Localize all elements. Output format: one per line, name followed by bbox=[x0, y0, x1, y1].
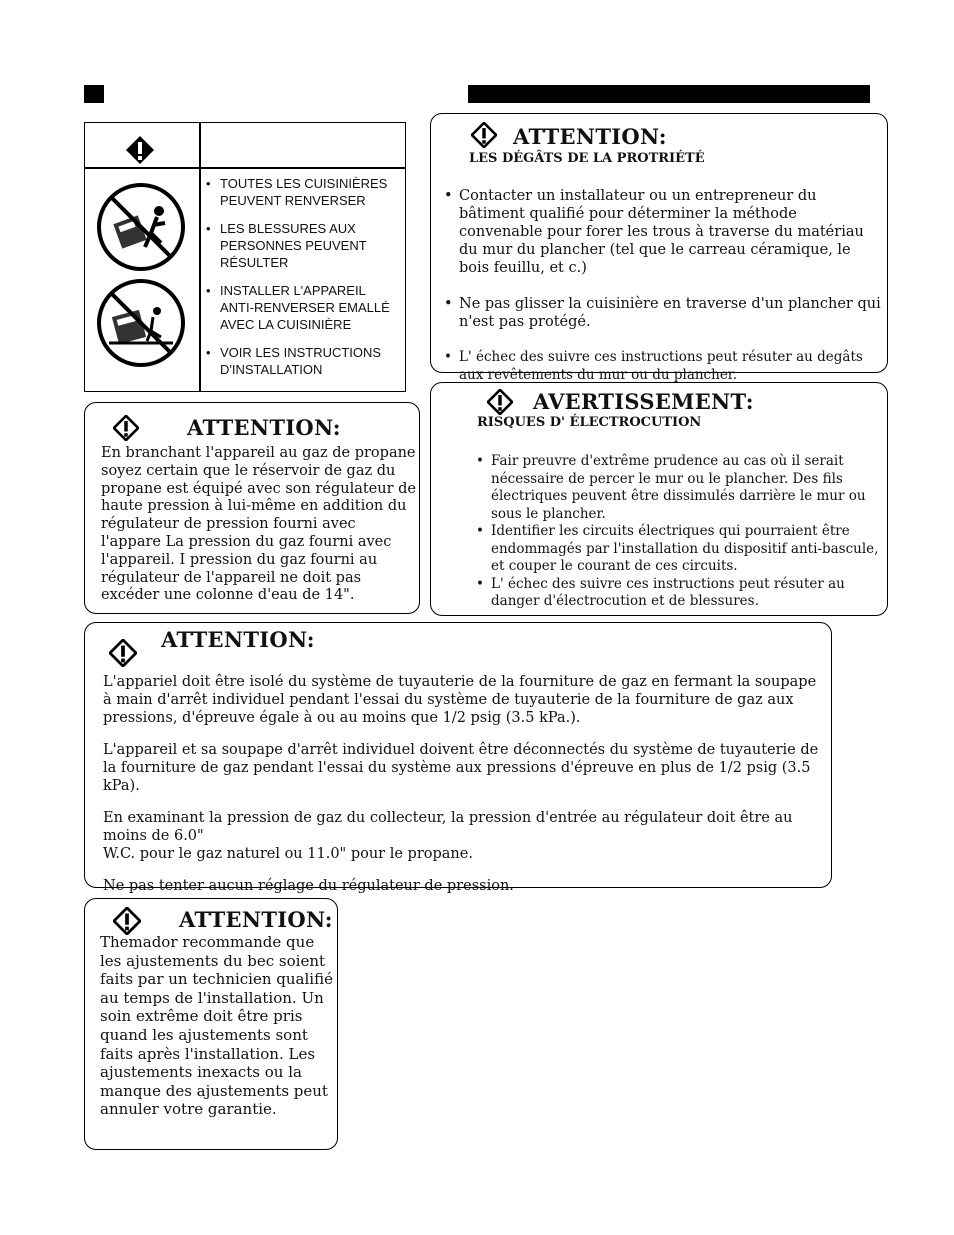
list-item: • VOIR LES INSTRUCTIONS D'INSTALLATION bbox=[205, 344, 400, 378]
list-item: • Identifier les circuits électriques qui pourraient être endommagés par l'installation du dispositif anti-bascule, et couper le courant de ces circuits. bbox=[475, 523, 885, 576]
section-body: Themador recommande que les ajustements du bec soient faits par un technicien qualifié au temps de l'installation. Un soin extrême doit être pris quand les ajustements sont faits après l'installation. Les ajustements inexacts ou la manque des ajustements peut annuler votre garantie. bbox=[100, 933, 333, 1119]
paragraph: W.C. pour le gaz naturel ou 11.0" pour le propane. bbox=[103, 846, 473, 862]
list-item: • TOUTES LES CUISINIÈRES PEUVENT RENVERSER bbox=[205, 175, 400, 209]
section-body bbox=[103, 673, 827, 895]
section-title: ATTENTION: bbox=[513, 124, 667, 149]
section-title: AVERTISSEMENT: bbox=[533, 389, 754, 414]
section-title: ATTENTION: bbox=[161, 627, 315, 652]
header-bar-right bbox=[468, 85, 870, 103]
electrocution-warning-box bbox=[430, 382, 888, 616]
property-damage-box bbox=[430, 113, 888, 383]
list-item: • LES BLESSURES AUX PERSONNES PEUVENT RÉSULTER bbox=[205, 220, 400, 271]
list-item: • Fair preuvre d'extrême prudence au cas où il serait nécessaire de percer le mur ou le plancher. Des fils électriques peuvent être dissimulés darrière le mur ou sous le plancher. bbox=[475, 453, 885, 523]
list-item: • L' échec des suivre ces instructions peut résuter au degâts aux revêtements du mur ou du plancher. bbox=[443, 349, 883, 384]
tip-over-list bbox=[205, 175, 400, 389]
list-item: • Contacter un installateur ou un entrepreneur du bâtiment qualifié pour déterminer la méthode convenable pour forer les trous à traverse du matériau du mur du plancher (tel que le carreau céramique, le bois feuillu, et c.) bbox=[443, 187, 883, 277]
list-item: • L' échec des suivre ces instructions peut résuter au danger d'électrocution et de blessures. bbox=[475, 576, 885, 611]
adjustments-attention-box bbox=[84, 898, 338, 1150]
paragraph: En examinant la pression de gaz du collecteur, la pression d'entrée au régulateur doit être au moins de 6.0" bbox=[103, 810, 793, 844]
paragraph: Ne pas tenter aucun réglage du régulateur de pression. bbox=[103, 878, 514, 894]
section-title: ATTENTION: bbox=[187, 415, 341, 440]
section-body bbox=[475, 453, 885, 611]
header-bar-left bbox=[84, 85, 104, 103]
list-item: • INSTALLER L'APPAREIL ANTI-RENVERSER EMALLÉ AVEC LA CUISINIÈRE bbox=[205, 282, 400, 333]
paragraph: L'appareil et sa soupape d'arrêt individuel doivent être déconnectés du système de tuyauterie de la fourniture de gaz pendant l'essai du système aux pressions d'épreuve en plus de 1/2 psig (3.5 kPa). bbox=[103, 742, 819, 794]
warning-diamond-icon bbox=[109, 639, 137, 671]
section-title: ATTENTION: bbox=[179, 907, 333, 932]
section-subtitle: RISQUES D' ÉLECTROCUTION bbox=[477, 415, 702, 430]
paragraph: L'appariel doit être isolé du système de tuyauterie de la fourniture de gaz en fermant la soupape à main d'arrêt individuel pendant l'essai du système de tuyauterie de la fourniture de gaz aux pressions, d'épreuve égale à ou au moins que 1/2 psig (3.5 kPa.). bbox=[103, 674, 817, 726]
table-divider-vertical bbox=[199, 123, 201, 391]
section-body bbox=[443, 187, 883, 384]
warning-diamond-icon bbox=[113, 415, 139, 445]
section-subtitle: LES DÉGÂTS DE LA PROTRIÉTÉ bbox=[469, 151, 705, 166]
no-slide-icon bbox=[95, 277, 187, 373]
propane-attention-box bbox=[84, 402, 420, 614]
section-body: En branchant l'appareil au gaz de propane soyez certain que le réservoir de gaz du propane est équipé avec son régulateur de haute pression à lui-même en addition du régulateur de pression fourni avec l'appare La pression du gaz fourni avec l'appareil. I pression du gaz fourni au régulateur de l'appareil ne doit pas excéder une colonne d'eau de 14". bbox=[101, 445, 416, 604]
warning-diamond-icon bbox=[125, 135, 155, 169]
tip-over-warning-table bbox=[84, 122, 406, 392]
no-tip-over-icon bbox=[95, 181, 187, 277]
gas-test-attention-box bbox=[84, 622, 832, 894]
warning-diamond-icon bbox=[471, 122, 497, 152]
list-item: • Ne pas glisser la cuisinière en traverse d'un plancher qui n'est pas protégé. bbox=[443, 295, 883, 331]
